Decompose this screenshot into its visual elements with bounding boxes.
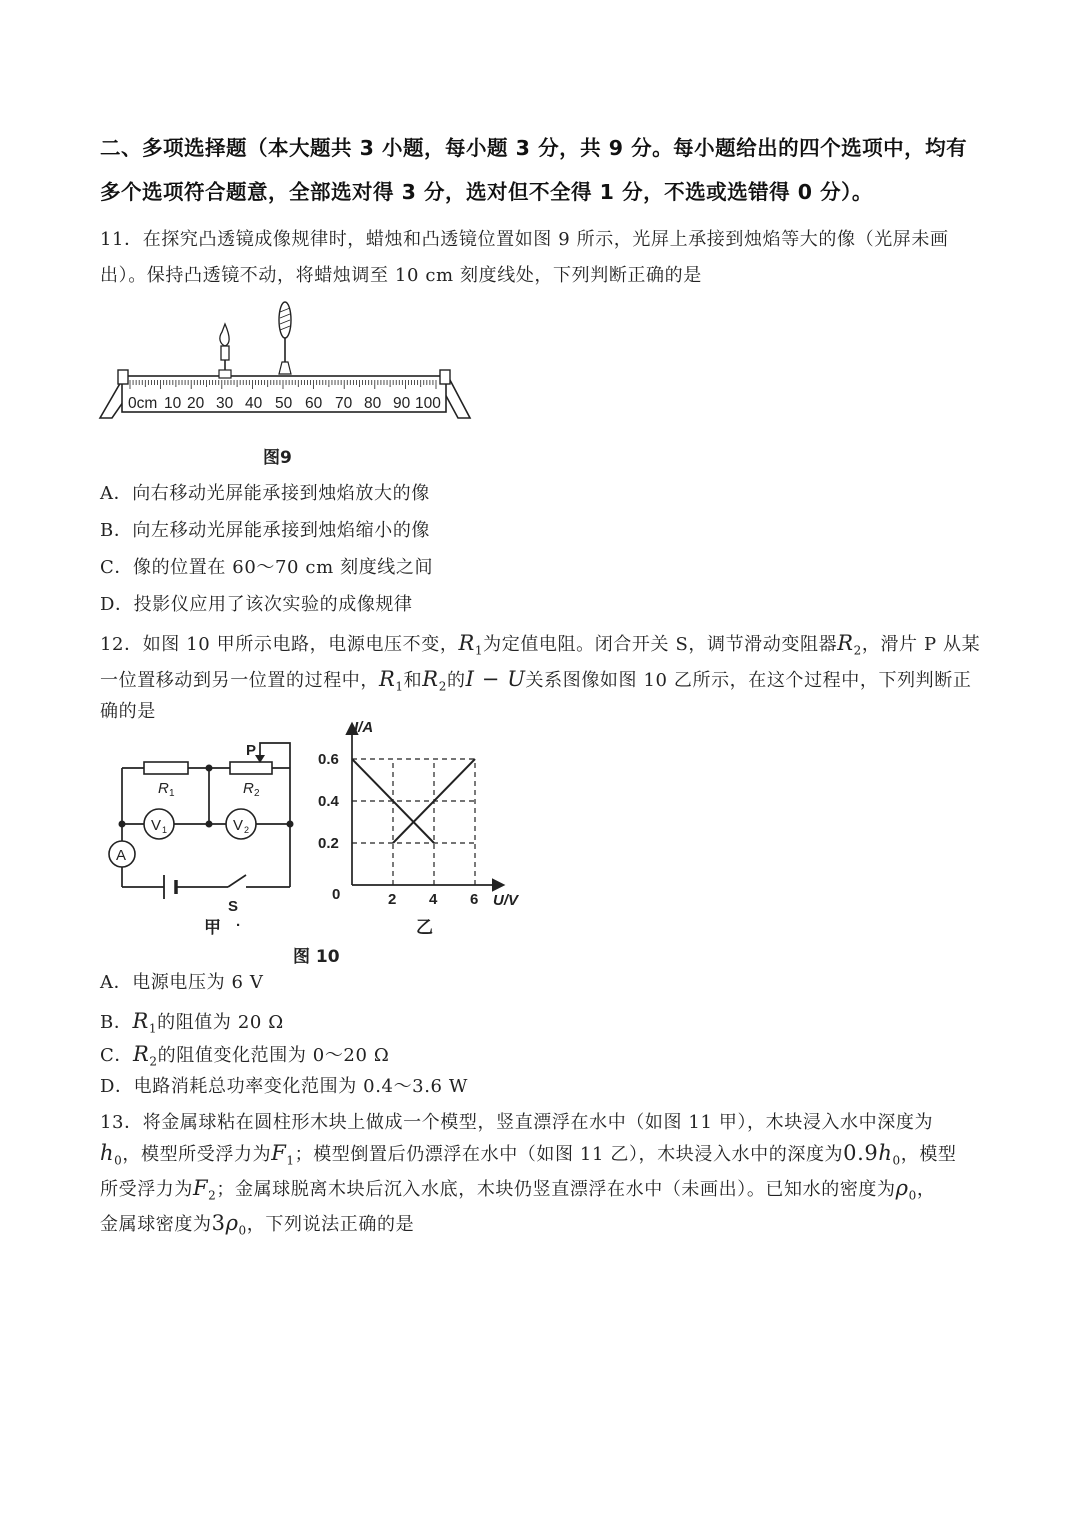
r1-symbol: R — [132, 1009, 149, 1033]
svg-text:·: · — [236, 917, 241, 934]
q12-figure-caption: 图 10 — [293, 947, 340, 967]
q13-stem-line4: 金属球密度为$3\rho_0$，下列说法正确的是 — [100, 1211, 415, 1238]
q11-stem-line2: 出）。保持凸透镜不动，将蜡烛调至 10 cm 刻度线处，下列判断正确的是 — [100, 265, 702, 286]
ruler-label-50: 50 — [275, 395, 293, 412]
x-axis-label: U/V — [493, 892, 519, 909]
q12-l1-b: 为定值电阻。闭合开关 S，调节滑动变阻器 — [483, 634, 838, 655]
switch-icon — [228, 875, 246, 887]
y-tick-label: 0.2 — [318, 835, 339, 852]
svg-text:V: V — [233, 817, 244, 834]
r1-sub: 1 — [474, 643, 484, 658]
section-title-line2: 多个选项符合题意，全部选对得 3 分，选对但不全得 1 分，不选或选错得 0 分）。 — [100, 180, 873, 204]
r1-sub: 1 — [395, 679, 404, 694]
candle-icon — [219, 324, 231, 378]
ruler-label-90: 90 — [393, 395, 411, 412]
svg-text:A: A — [116, 847, 127, 864]
r1-symbol: R — [458, 631, 475, 655]
ruler-label-0: 0cm — [128, 395, 158, 412]
q11-figure-optical-bench — [98, 298, 478, 428]
q11-option-c: C．像的位置在 60～70 cm 刻度线之间 — [100, 557, 434, 578]
label-r1: R — [158, 780, 169, 797]
r2-symbol: R — [132, 1042, 150, 1066]
y-tick-label: 0.4 — [318, 793, 339, 810]
u-symbol: U — [507, 667, 526, 691]
x-tick-label: 4 — [429, 891, 438, 908]
convex-lens-icon — [279, 302, 291, 374]
bench-scale-labels — [128, 395, 441, 412]
ruler-label-80: 80 — [364, 395, 382, 412]
q12-l2-b: 和 — [403, 670, 423, 691]
r2-symbol: R — [837, 631, 854, 655]
label-r1-sub: 1 — [169, 788, 175, 799]
q13-stem-line2: $h_0$，模型所受浮力为$F_1$；模型倒置后仍漂浮在水中（如图 11 乙），木块浸入水中的深度为$0.9h_0$，模型 — [100, 1141, 957, 1168]
svg-text:2: 2 — [244, 825, 250, 835]
bench-left-end — [118, 370, 128, 384]
q12-iu-graph — [312, 715, 540, 940]
battery-icon — [164, 875, 176, 899]
q12-stem-line3: 确的是 — [100, 701, 156, 722]
f1-sub: 1 — [286, 1153, 295, 1168]
ruler-label-70: 70 — [335, 395, 353, 412]
q12-l1-c: ，滑片 P 从某 — [861, 634, 981, 655]
circuit-label: 甲 — [204, 918, 221, 937]
q12-circuit-diagram — [100, 735, 310, 940]
r2-rheostat — [230, 762, 272, 774]
q12-option-b: B．$R_1$的阻值为 20 Ω — [100, 1009, 284, 1036]
ruler-label-20: 20 — [187, 395, 205, 412]
label-r2-sub: 2 — [254, 788, 260, 799]
q11-figure-caption: 图9 — [263, 448, 292, 468]
y-axis-label: I/A — [354, 719, 374, 736]
ruler-label-100: 100 — [415, 395, 441, 412]
q12-option-c: C．$R_2$的阻值变化范围为 0～20 Ω — [100, 1042, 390, 1069]
label-s: S — [228, 898, 239, 915]
q12-l1-a: 12．如图 10 甲所示电路，电源电压不变， — [100, 634, 459, 655]
x-tick-label: 6 — [470, 891, 479, 908]
r1-resistor — [144, 762, 188, 774]
q12-stem-line1 — [100, 630, 980, 658]
q11-option-d: D．投影仪应用了该次实验的成像规律 — [100, 594, 413, 615]
q13-stem-line1: 13．将金属球粘在圆柱形木块上做成一个模型，竖直漂浮在水中（如图 11 甲），木块浸入水中深度为 — [100, 1112, 934, 1133]
r2-sub: 2 — [438, 679, 447, 694]
i-symbol: I — [465, 667, 475, 691]
ruler-label-60: 60 — [305, 395, 323, 412]
q12-option-a: A．电源电压为 6 V — [100, 972, 264, 993]
minus-symbol: − — [474, 667, 508, 691]
svg-text:1: 1 — [162, 825, 168, 835]
q12-l2-d: 关系图像如图 10 乙所示，在这个过程中，下列判断正 — [525, 670, 972, 691]
label-r2: R — [243, 780, 254, 797]
q11-option-b: B．向左移动光屏能承接到烛焰缩小的像 — [100, 520, 431, 541]
bench-right-end — [440, 370, 450, 384]
svg-text:V: V — [151, 817, 162, 834]
graph-label: 乙 — [416, 918, 433, 937]
origin-label: 0 — [332, 886, 341, 903]
y-tick-label: 0.6 — [318, 751, 339, 768]
q13-stem-line3: 所受浮力为$F_2$；金属球脱离木块后沉入水底，木块仍竖直漂浮在水中（未画出）。已知水的密度为$\rho_0$， — [100, 1176, 936, 1203]
q11-stem-line1: 11．在探究凸透镜成像规律时，蜡烛和凸透镜位置如图 9 所示，光屏上承接到烛焰等大的像（光屏未画 — [100, 229, 949, 250]
ruler-label-30: 30 — [216, 395, 234, 412]
label-p: P — [246, 742, 257, 759]
q11-option-a: A．向右移动光屏能承接到烛焰放大的像 — [100, 483, 430, 504]
section-title-line1: 二、多项选择题（本大题共 3 小题，每小题 3 分，共 9 分。每小题给出的四个选项中，均有 — [100, 136, 968, 160]
ruler-label-40: 40 — [245, 395, 263, 412]
q12-stem-line2 — [100, 666, 971, 694]
x-tick-label: 2 — [388, 891, 397, 908]
f2-sub: 2 — [208, 1188, 217, 1203]
q12-option-d: D．电路消耗总功率变化范围为 0.4～3.6 W — [100, 1076, 469, 1097]
ruler-label-10: 10 — [164, 395, 182, 412]
r2-sub: 2 — [853, 643, 862, 658]
q12-l2-a: 一位置移动到另一位置的过程中， — [100, 670, 379, 691]
r1-symbol: R — [379, 667, 396, 691]
r2-symbol: R — [422, 667, 439, 691]
q12-l2-c: 的 — [446, 670, 466, 691]
